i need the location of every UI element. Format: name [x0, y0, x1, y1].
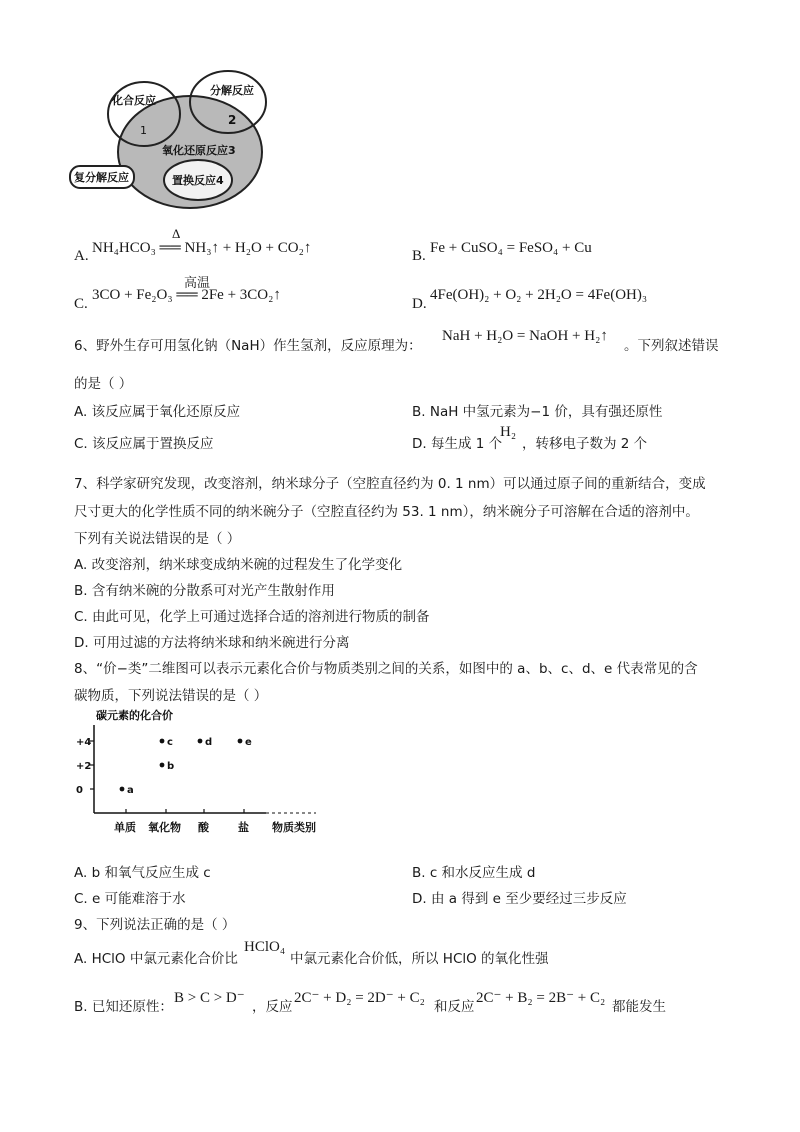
q9-option-b-equation2: 2C⁻ + B₂ = 2B⁻ + C₂	[476, 990, 606, 1006]
chart-title: 碳元素的化合价	[96, 709, 173, 722]
q7-option-c: C. 由此可见，化学上可通过选择合适的溶剂进行物质的制备	[74, 609, 430, 625]
q7-line3: 下列有关说法错误的是（ ）	[74, 531, 241, 547]
q7-option-b: B. 含有纳米碗的分散系可对光产生散射作用	[74, 583, 335, 599]
q9-option-b-part3: 和反应	[434, 999, 475, 1015]
q8-line1: 8、“价−类”二维图可以表示元素化合价与物质类别之间的关系，如图中的 a、b、c、d、e 代表常见的含	[74, 661, 698, 677]
q8-option-a: A. b 和氧气反应生成 c	[74, 865, 211, 881]
data-point-d	[198, 739, 203, 744]
q8-line2: 碳物质，下列说法错误的是（ ）	[74, 688, 268, 704]
option-a-equation: NH₄HCO₃ ══ NH₃↑ + H₂O + CO₂↑	[92, 240, 312, 256]
data-point-a	[120, 787, 125, 792]
data-point-e	[238, 739, 243, 744]
option-c-equation: 3CO + Fe₂O₃ ══ 2Fe + 3CO₂↑	[92, 287, 281, 303]
q7-option-a: A. 改变溶剂，纳米球变成纳米碗的过程发生了化学变化	[74, 557, 403, 573]
q9-option-b-part1: B. 已知还原性：	[74, 999, 173, 1015]
q9-option-a-formula: HClO₄	[244, 939, 286, 955]
q6-stem-part2: 。下列叙述错误	[624, 338, 719, 354]
q9-option-b-equation1: 2C⁻ + D₂ = 2D⁻ + C₂	[294, 990, 425, 1006]
option-d-equation: 4Fe(OH)₂ + O₂ + 2H₂O = 4Fe(OH)₃	[430, 287, 648, 303]
valence-class-chart	[76, 705, 326, 840]
q8-option-d: D. 由 a 得到 e 至少要经过三步反应	[412, 891, 627, 907]
x-tick-label-3: 盐	[238, 821, 249, 834]
option-d-label: D.	[412, 296, 427, 312]
region-1-label: 1	[140, 124, 147, 137]
option-b-equation: Fe + CuSO₄ = FeSO₄ + Cu	[430, 240, 592, 256]
option-c-label: C.	[74, 296, 88, 312]
q7-option-d: D. 可用过滤的方法将纳米球和纳米碗进行分离	[74, 635, 350, 651]
q6-stem-part3: 的是（ ）	[74, 376, 133, 392]
x-axis-label: 物质类别	[272, 821, 316, 834]
data-point-label-a: a	[127, 785, 134, 796]
q6-stem-part1: 6、野外生存可用氢化钠（NaH）作生氢剂，反应原理为：	[74, 338, 422, 354]
q8-option-c: C. e 可能难溶于水	[74, 891, 186, 907]
q9-option-a-part1: A. HClO 中氯元素化合价比	[74, 951, 238, 967]
q9-option-b-order: B > C > D⁻	[174, 990, 245, 1006]
combination-label: 化合反应	[112, 94, 156, 107]
q7-line1: 7、科学家研究发现，改变溶剂，纳米球分子（空腔直径约为 0. 1 nm）可以通过原子间的重新结合，变成	[74, 476, 706, 492]
double-decomposition-label: 复分解反应	[74, 171, 129, 184]
data-point-label-d: d	[205, 737, 213, 748]
q9-option-b-part2: ，反应	[252, 999, 293, 1015]
decomposition-label: 分解反应	[210, 84, 254, 97]
reaction-type-venn-diagram	[68, 70, 288, 210]
y-tick-label-plus4: +4	[76, 737, 92, 748]
y-tick-label-0: 0	[76, 785, 83, 796]
q9-stem: 9、下列说法正确的是（ ）	[74, 917, 236, 933]
q6-option-c: C. 该反应属于置换反应	[74, 436, 214, 452]
region-2-label: 2	[228, 113, 237, 127]
q6-option-a: A. 该反应属于氧化还原反应	[74, 404, 241, 420]
data-point-b	[160, 763, 165, 768]
option-a-condition: Δ	[172, 226, 181, 241]
q6-equation: NaH + H₂O = NaOH + H₂↑	[442, 328, 608, 344]
displacement-label: 置换反应4	[172, 174, 224, 187]
q9-option-a-part2: 中氯元素化合价低，所以 HClO 的氧化性强	[290, 951, 549, 967]
option-a-label: A.	[74, 248, 89, 264]
q9-option-b-part4: 都能发生	[612, 999, 666, 1015]
x-tick-label-1: 氧化物	[148, 821, 181, 834]
x-tick-label-0: 单质	[114, 821, 136, 834]
option-b-label: B.	[412, 248, 426, 264]
x-tick-label-2: 酸	[198, 821, 209, 834]
data-point-label-c: c	[167, 737, 173, 748]
q6-option-d-part2: ，转移电子数为 2 个	[522, 436, 648, 452]
data-point-label-b: b	[167, 761, 175, 772]
data-point-c	[160, 739, 165, 744]
data-point-label-e: e	[245, 737, 252, 748]
q7-line2: 尺寸更大的化学性质不同的纳米碗分子（空腔直径约为 53. 1 nm），纳米碗分子可溶解在合适的溶剂中。	[74, 504, 699, 520]
option-c-condition: 高温	[184, 276, 211, 291]
q6-option-b: B. NaH 中氢元素为−1 价，具有强还原性	[412, 404, 663, 420]
q6-option-d-h2: H₂	[500, 424, 517, 440]
q6-option-d-part1: D. 每生成 1 个	[412, 436, 503, 452]
q8-option-b: B. c 和水反应生成 d	[412, 865, 536, 881]
redox-label: 氧化还原反应3	[162, 144, 236, 157]
y-tick-label-plus2: +2	[76, 761, 92, 772]
